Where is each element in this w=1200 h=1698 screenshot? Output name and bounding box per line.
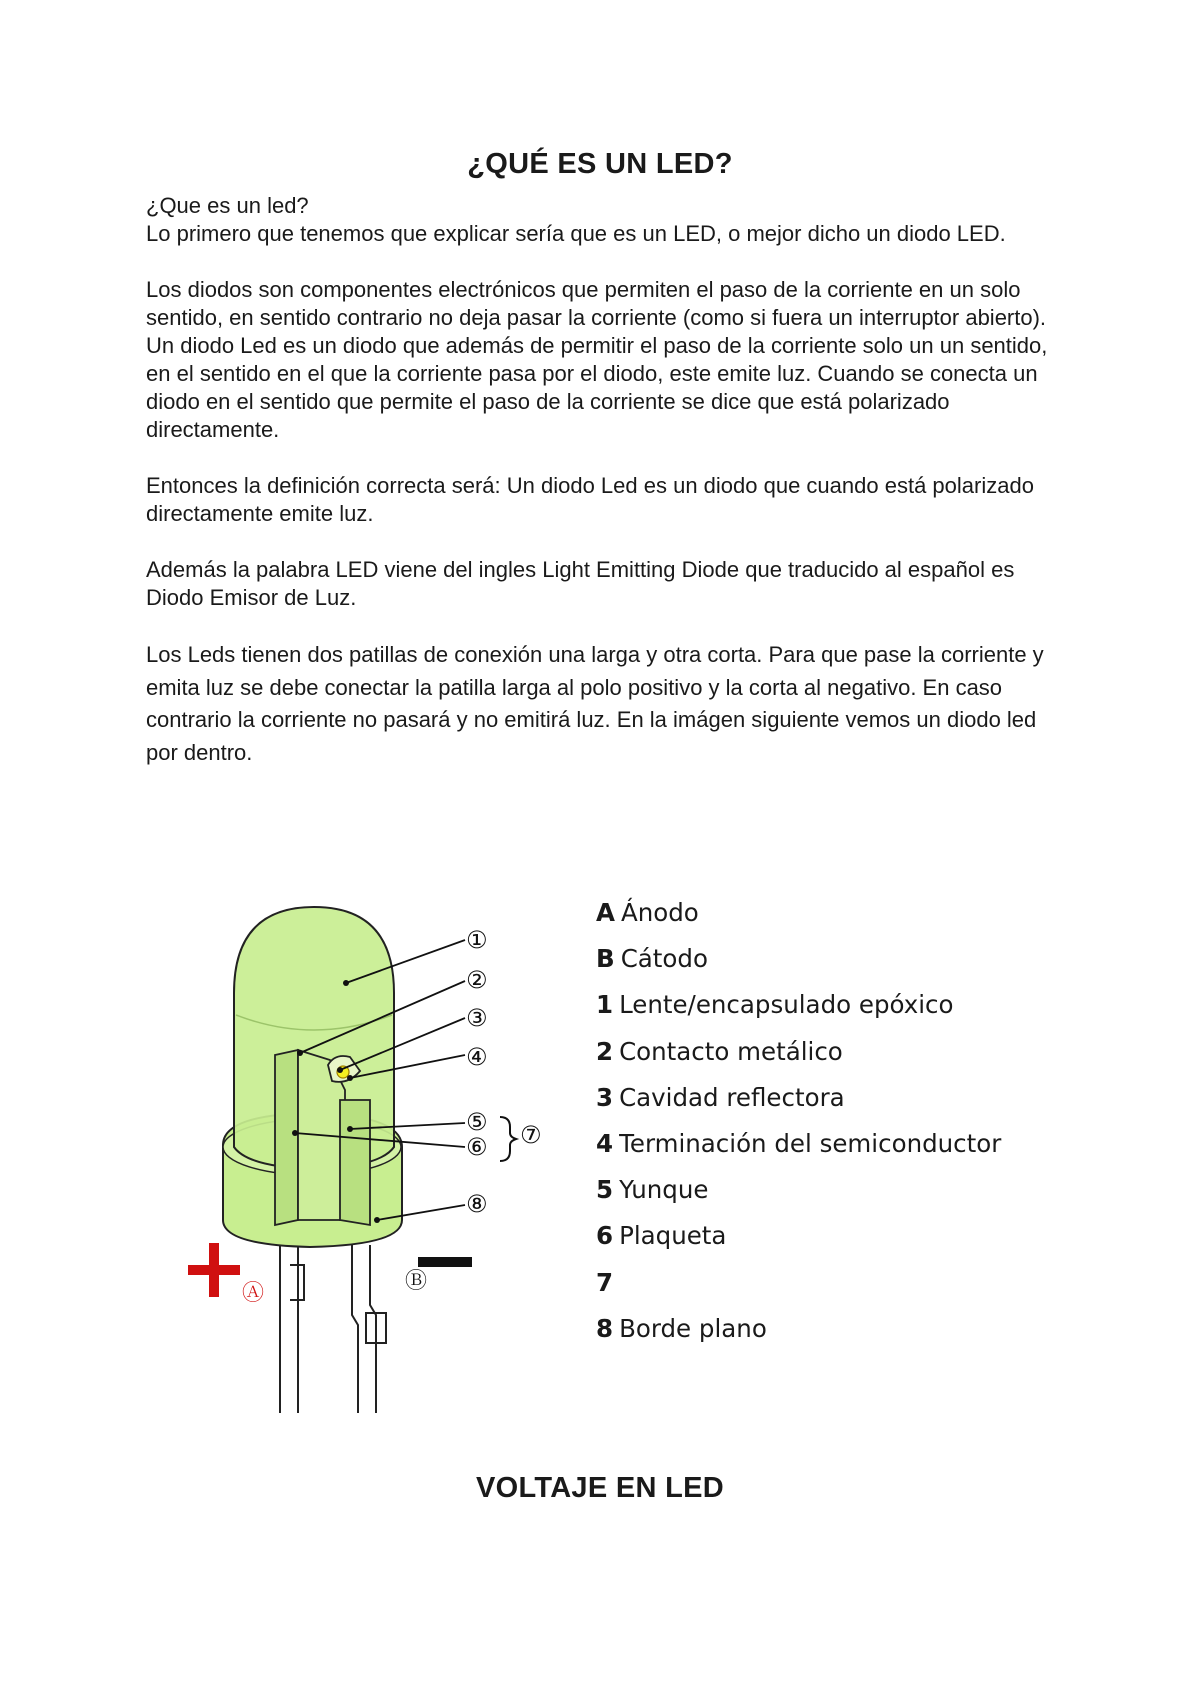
led-legs bbox=[280, 1245, 386, 1413]
paragraph: Los Leds tienen dos patillas de conexión una larga y otra corta. Para que pase la corriente y emita luz se debe conectar la patilla larga al polo positivo y la corta al negativo. En caso contrario la corriente no pasará y no emitirá luz. En la imágen siguiente vemos un diodo led por dentro. bbox=[146, 642, 1044, 765]
plus-sign bbox=[188, 1243, 240, 1297]
callout-6: ⑥ bbox=[466, 1133, 488, 1161]
legend-item: 5 Yunque bbox=[596, 1175, 709, 1205]
group-brace bbox=[500, 1117, 516, 1161]
anode-label: Ⓐ bbox=[242, 1281, 265, 1306]
legend-item: A Ánodo bbox=[596, 898, 699, 927]
paragraph: Entonces la definición correcta será: Un diodo Led es un diodo que cuando está polarizado directamente emite luz. bbox=[146, 473, 1034, 526]
callout-2: ② bbox=[466, 966, 488, 994]
legend-item: B Cátodo bbox=[596, 944, 708, 974]
led-diagram bbox=[180, 885, 580, 1415]
callout-8: ⑧ bbox=[466, 1190, 488, 1218]
section-title: VOLTAJE EN LED bbox=[475, 1472, 725, 1504]
paragraph: Además la palabra LED viene del ingles Light Emitting Diode que traducido al español es Diodo Emisor de Luz. bbox=[146, 557, 1015, 610]
callout-1: ① bbox=[466, 926, 488, 954]
callout-7: ⑦ bbox=[520, 1121, 542, 1149]
paragraph: Lo primero que tenemos que explicar sería que es un LED, o mejor dicho un diodo LED. bbox=[146, 221, 1006, 246]
page-title: ¿QUÉ ES UN LED? bbox=[467, 148, 733, 180]
legend-item: 6 Plaqueta bbox=[596, 1221, 727, 1251]
callout-4: ④ bbox=[466, 1043, 488, 1071]
cathode-label: Ⓑ bbox=[405, 1269, 428, 1294]
diagram-legend bbox=[596, 898, 1016, 1360]
legend-item: 3 Cavidad reflectora bbox=[596, 1082, 845, 1112]
legend-item: 1 Lente/encapsulado epóxico bbox=[596, 990, 954, 1020]
callout-3: ③ bbox=[466, 1004, 488, 1032]
legend-item: 7 bbox=[596, 1267, 614, 1297]
minus-sign bbox=[418, 1257, 472, 1267]
callout-5: ⑤ bbox=[466, 1108, 488, 1136]
body-text bbox=[146, 192, 1066, 769]
legend-item: 8 Borde plano bbox=[596, 1313, 767, 1343]
legend-item: 2 Contacto metálico bbox=[596, 1036, 843, 1066]
paragraph: Los diodos son componentes electrónicos que permiten el paso de la corriente en un solo sentido, en sentido contrario no deja pasar la corriente (como si fuera un interruptor abierto). Un diodo Led es un diodo que además de permitir el paso de la corriente solo un un sentido, en el sentido en el que la corriente pasa por el diodo, este emite luz. Cuando se conecta un diodo en el sentido que permite el paso de la corriente se dice que está polarizado directamente. bbox=[146, 277, 1048, 442]
paragraph: ¿Que es un led? bbox=[146, 193, 309, 218]
legend-item: 4 Terminación del semiconductor bbox=[596, 1128, 1002, 1158]
